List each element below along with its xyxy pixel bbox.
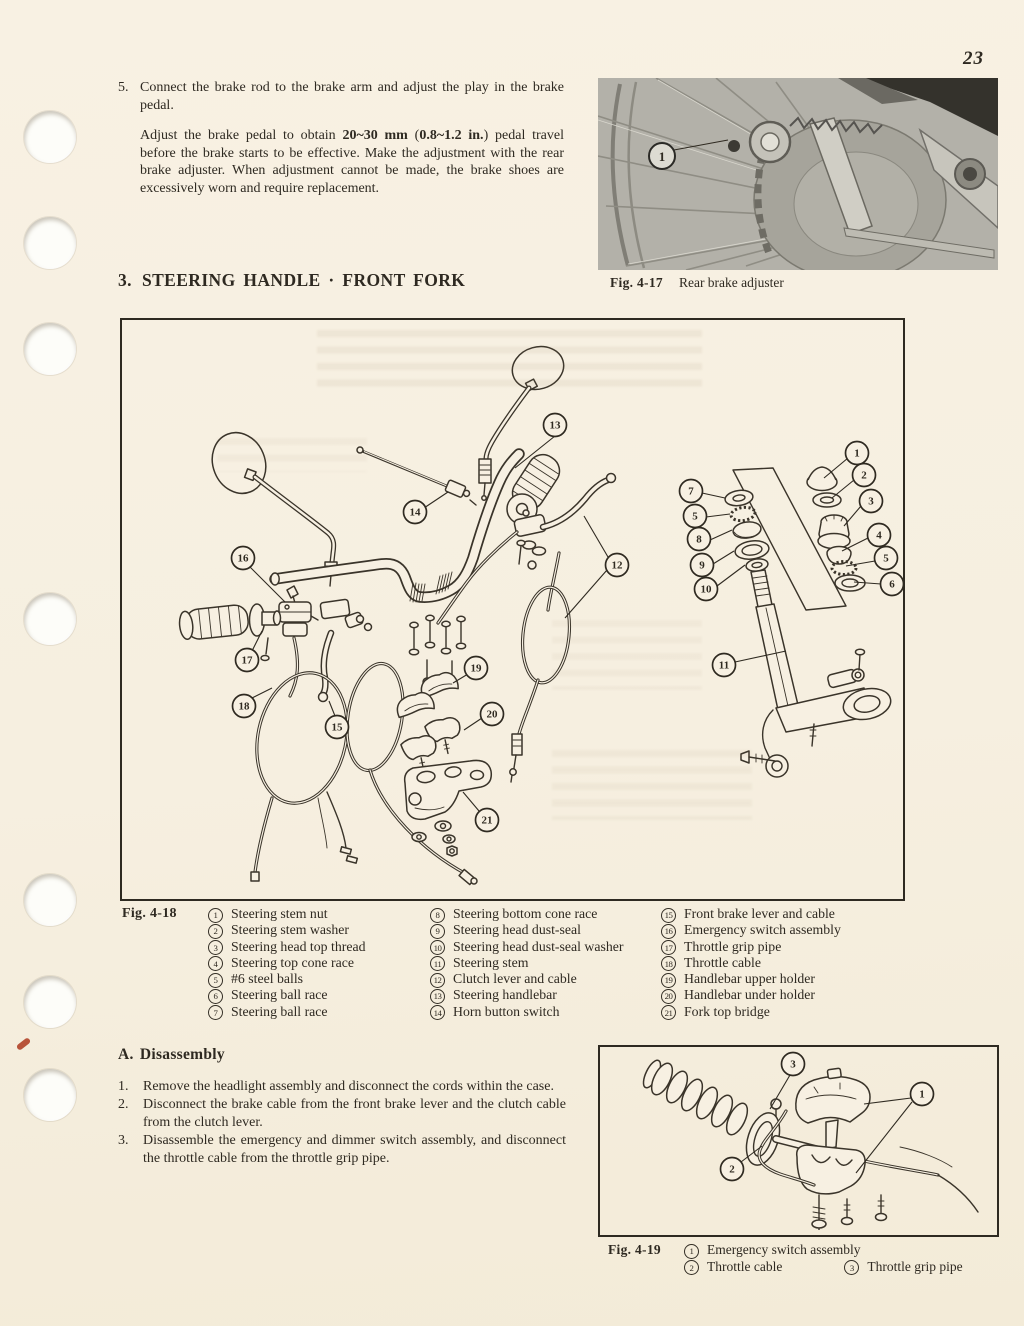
fork-top-bridge (405, 760, 492, 856)
part-item: 12 Clutch lever and cable (430, 971, 661, 987)
disassembly-step: 1. Remove the headlight assembly and disconnect the cords within the case. (118, 1078, 554, 1094)
fig-4-18-box (120, 318, 905, 901)
part-item: 19 Handlebar upper holder (661, 971, 912, 987)
caption-item: 2 Throttle cable (684, 1259, 782, 1276)
clutch-side-lever (319, 599, 372, 701)
fig-4-18-label: Fig. 4-18 (122, 906, 177, 921)
fig-4-19-label: Fig. 4-19 (608, 1242, 661, 1257)
part-item: 17 Throttle grip pipe (661, 939, 912, 955)
svg-text:15: 15 (331, 721, 343, 734)
disassembly-section (118, 1046, 566, 1168)
svg-text:5: 5 (692, 510, 698, 523)
pen-mark (16, 1037, 32, 1051)
brake-adjustment-text (118, 79, 564, 198)
switch-housing-419 (796, 1068, 870, 1149)
hole-punch (24, 111, 76, 163)
part-item: 20 Handlebar under holder (661, 987, 912, 1003)
bracket-bolts-419 (812, 1195, 887, 1230)
parts-column-2 (430, 906, 661, 1020)
fig-4-19-diagram (600, 1047, 992, 1230)
svg-text:7: 7 (688, 485, 694, 498)
fig-4-19-box (598, 1045, 999, 1237)
parts-column-3 (661, 906, 912, 1020)
fig-4-19-caption (608, 1242, 1008, 1275)
list-item-text: Connect the brake rod to the brake arm and adjust the play in the brake pedal. (140, 80, 564, 113)
svg-text:9: 9 (699, 559, 705, 572)
svg-text:20: 20 (486, 708, 498, 721)
hole-punch (24, 976, 76, 1028)
part-item: 15 Front brake lever and cable (661, 906, 912, 922)
bleedthrough-text (317, 330, 702, 392)
disassembly-heading: A. Disassembly (118, 1046, 225, 1063)
svg-text:1: 1 (919, 1088, 925, 1101)
svg-text:4: 4 (876, 529, 882, 542)
parts-column-1 (208, 906, 430, 1020)
part-item: 2 Steering stem washer (208, 922, 430, 938)
bleedthrough-text (552, 750, 752, 820)
bearing-stack-right (807, 467, 865, 591)
svg-text:10: 10 (700, 583, 712, 596)
list-number: 5. (118, 80, 129, 95)
caption-item: 1 Emergency switch assembly (684, 1242, 860, 1259)
caption-item: 3 Throttle grip pipe (844, 1259, 962, 1276)
svg-text:6: 6 (889, 578, 895, 591)
horn-button-switch (357, 447, 476, 505)
part-item: 14 Horn button switch (430, 1004, 661, 1020)
list-item-5 (118, 79, 564, 114)
svg-text:3: 3 (868, 495, 874, 508)
part-item: 21 Fork top bridge (661, 1004, 912, 1020)
svg-text:2: 2 (861, 469, 867, 482)
disassembly-step: 2. Disconnect the brake cable from the front brake lever and the clutch cable from the clutch lever. (118, 1097, 566, 1130)
part-item: 16 Emergency switch assembly (661, 922, 912, 938)
svg-text:1: 1 (658, 149, 666, 164)
throttle-cable-loop (245, 638, 359, 881)
bleedthrough-text (552, 620, 702, 690)
svg-text:18: 18 (238, 700, 250, 713)
part-item: 7 Steering ball race (208, 1004, 430, 1020)
svg-text:17: 17 (241, 654, 253, 667)
part-item: 18 Throttle cable (661, 955, 912, 971)
part-item: 1 Steering stem nut (208, 906, 430, 922)
bleedthrough-text (217, 438, 367, 472)
fig-4-17-photo (598, 78, 998, 270)
svg-text:19: 19 (470, 662, 482, 675)
part-item: 3 Steering head top thread (208, 939, 430, 955)
part-item: 5 #6 steel balls (208, 971, 430, 987)
left-grip (178, 604, 280, 661)
svg-text:21: 21 (481, 814, 493, 827)
section-heading: 3. STEERING HANDLE · FRONT FORK (118, 270, 466, 290)
hole-punch (24, 323, 76, 375)
part-item: 11 Steering stem (430, 955, 661, 971)
svg-text:11: 11 (718, 659, 730, 672)
svg-text:16: 16 (237, 552, 249, 565)
part-item: 13 Steering handlebar (430, 987, 661, 1003)
hole-punch (24, 874, 76, 926)
part-item: 8 Steering bottom cone race (430, 906, 661, 922)
switch-bracket-419 (797, 1145, 865, 1194)
fig-4-18-diagram (122, 320, 903, 899)
hole-punch (24, 593, 76, 645)
hole-punch (24, 1069, 76, 1121)
brake-pedal-paragraph: Adjust the brake pedal to obtain 20~30 mm (0.8~1.2 in.) pedal travel before the brake starts to be effective. Make the adjustment with the rear brake adjuster. When adjustment cannot be made, the brake shoes are excessively worn and require replacement. (140, 128, 564, 196)
fig-4-17-caption: Fig. 4-17 Rear brake adjuster (610, 275, 784, 290)
page-number: 23 (963, 48, 984, 69)
rear-brake-photo (598, 78, 998, 270)
throttle-grip-419 (640, 1058, 786, 1169)
part-item: 10 Steering head dust-seal washer (430, 939, 661, 955)
emergency-switch (279, 586, 318, 636)
svg-text:13: 13 (549, 419, 561, 432)
part-item: 6 Steering ball race (208, 987, 430, 1003)
svg-text:3: 3 (790, 1058, 796, 1071)
disassembly-step: 3. Disassemble the emergency and dimmer switch assembly, and disconnect the throttle cable from the throttle grip pipe. (118, 1133, 566, 1166)
fig-4-18-parts-list (122, 906, 912, 1020)
svg-text:14: 14 (409, 506, 421, 519)
svg-text:5: 5 (883, 552, 889, 565)
steering-stem (741, 570, 894, 777)
part-item: 9 Steering head dust-seal (430, 922, 661, 938)
svg-text:1: 1 (854, 447, 860, 460)
svg-text:2: 2 (729, 1163, 735, 1176)
svg-text:8: 8 (696, 533, 702, 546)
svg-text:12: 12 (611, 559, 623, 572)
hole-punch (24, 217, 76, 269)
part-item: 4 Steering top cone race (208, 955, 430, 971)
